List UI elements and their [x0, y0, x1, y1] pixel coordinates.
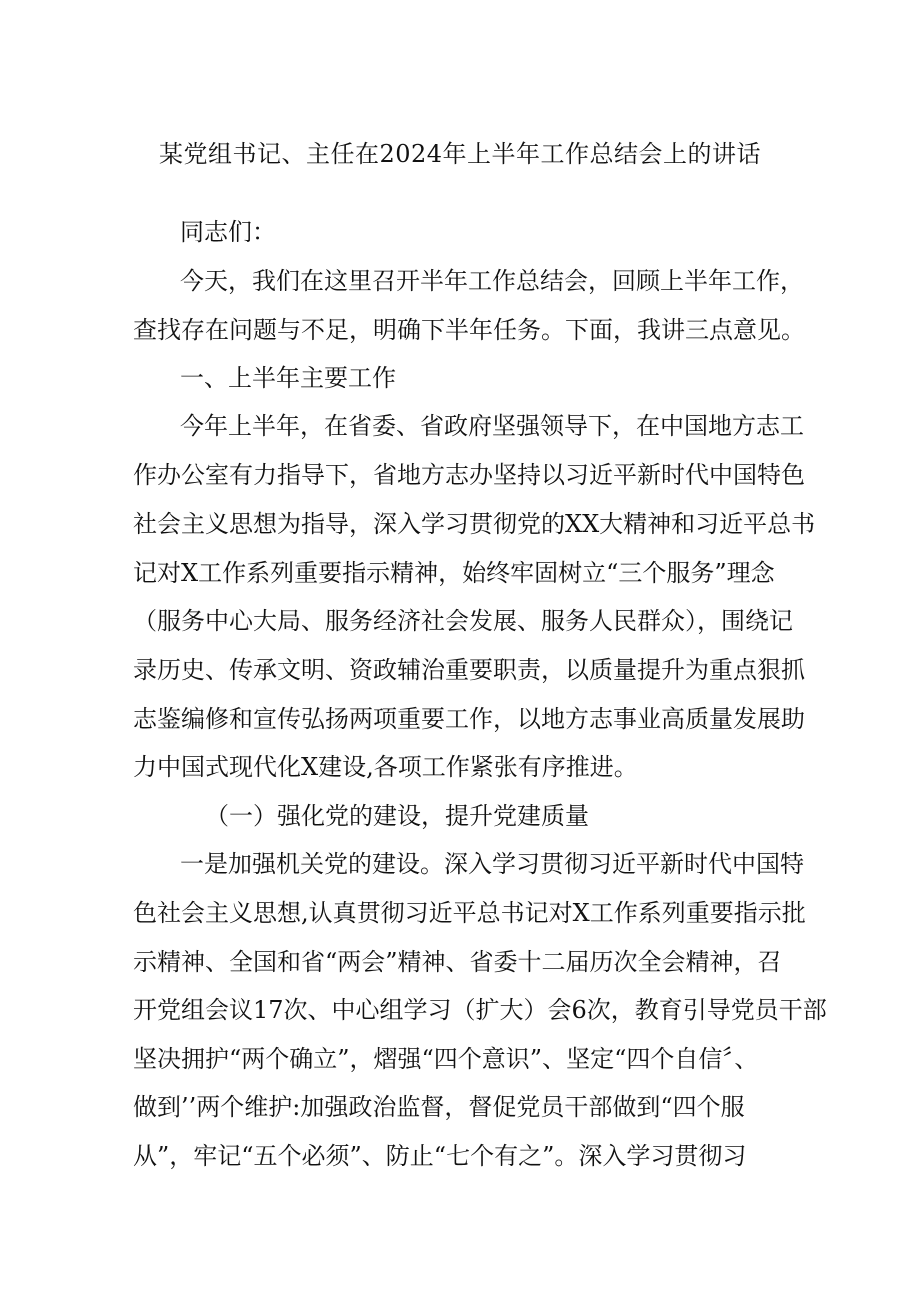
subsection-heading: （一）强化党的建设，提升党建质量 [205, 802, 589, 830]
paragraph-line: 志鉴编修和宣传弘扬两项重要工作，以地方志事业高质量发展助 [133, 705, 805, 733]
paragraph-line: 录历史、传承文明、资政辅治重要职责，以质量提升为重点狠抓 [133, 656, 805, 684]
paragraph-line: 查找存在问题与不足，明确下半年任务。下面，我讲三点意见。 [133, 316, 805, 344]
paragraph-line: 作办公室有力指导下，省地方志办坚持以习近平新时代中国特色 [133, 461, 805, 489]
paragraph-line: 开党组会议17次、中心组学习（扩大）会6次，教育引导党员干部 [133, 996, 827, 1024]
paragraph-line: 示精神、全国和省“两会”精神、省委十二届历次全会精神，召 [133, 948, 782, 976]
paragraph-line: 坚决拥护“两个确立”，熠强“四个意识”、坚定“四个自信〞、 [133, 1045, 759, 1073]
paragraph-line: 从”，牢记“五个必须”、防止“七个有之”。深入学习贯彻习 [133, 1142, 747, 1170]
salutation: 同志们： [180, 218, 276, 246]
section-heading: 一、上半年主要工作 [180, 364, 396, 392]
paragraph-line: 一是加强机关党的建设。深入学习贯彻习近平新时代中国特 [180, 850, 804, 878]
paragraph-line: 今天，我们在这里召开半年工作总结会，回顾上半年工作， [180, 267, 804, 295]
paragraph-line: 色社会主义思想,认真贯彻习近平总书记对X工作系列重要指示批 [133, 899, 806, 927]
paragraph-line: 做到’’两个维护:加强政治监督，督促党员干部做到“四个服 [133, 1093, 745, 1121]
paragraph-line: 记对X工作系列重要指示精神，始终牢固树立“三个服务”理念 [133, 559, 775, 587]
paragraph-line: （服务中心大局、服务经济社会发展、服务人民群众），围绕记 [133, 607, 793, 635]
paragraph-line: 力中国式现代化X建设,各项工作紧张有序推进。 [133, 753, 638, 781]
document-title: 某党组书记、主任在2024年上半年工作总结会上的讲话 [158, 140, 762, 168]
paragraph-line: 社会主义思想为指导，深入学习贯彻党的XX大精神和习近平总书 [133, 510, 816, 538]
paragraph-line: 今年上半年，在省委、省政府坚强领导下，在中国地方志工 [180, 412, 804, 440]
